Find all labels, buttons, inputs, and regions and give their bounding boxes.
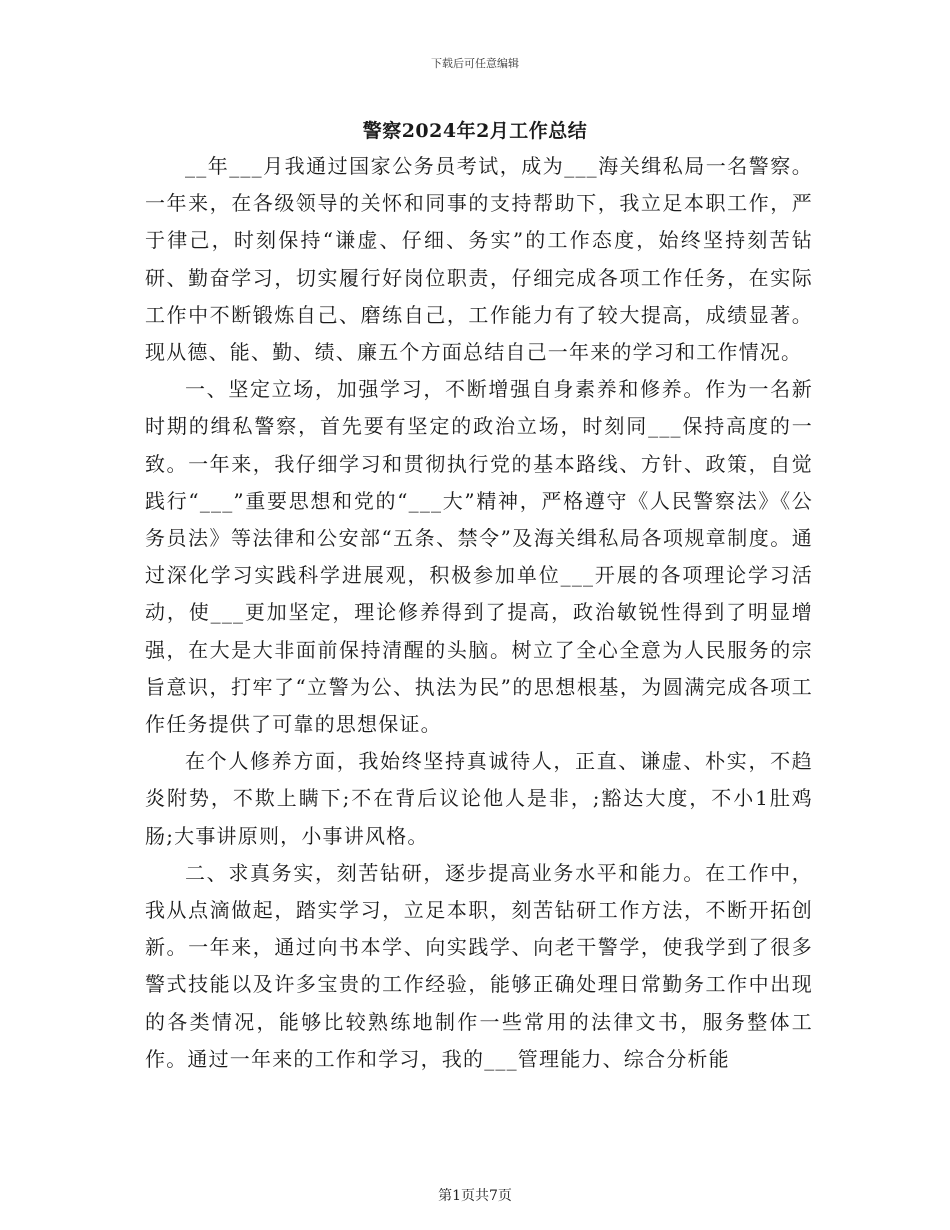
page-footer: 第1页共7页 <box>438 1188 512 1204</box>
paragraph-intro: __年___月我通过国家公务员考试，成为___海关缉私局一名警察。一年来，在各级领导的关怀和同事的支持帮助下，我立足本职工作，严于律己，时刻保持“谦虚、仔细、务实”的工作态度，始终坚持刻苦钻研、勤奋学习，切实履行好岗位职责，仔细完成各项工作任务，在实际工作中不断锻炼自己、磨练自己，工作能力有了较大提高，成绩显著。现从德、能、勤、绩、廉五个方面总结自己一年来的学习和工作情况。 <box>145 154 813 365</box>
document-body <box>145 148 813 1078</box>
paragraph-section-one: 一、坚定立场，加强学习，不断增强自身素养和修养。作为一名新时期的缉私警察，首先要有坚定的政治立场，时刻同___保持高度的一致。一年来，我仔细学习和贯彻执行党的基本路线、方针、政策，自觉践行“___”重要思想和党的“___大”精神，严格遵守《人民警察法》《公务员法》等法律和公安部“五条、禁令”及海关缉私局各项规章制度。通过深化学习实践科学进展观，积极参加单位___开展的各项理论学习活动，使___更加坚定，理论修养得到了提高，政治敏锐性得到了明显增强，在大是大非面前保持清醒的头脑。树立了全心全意为人民服务的宗旨意识，打牢了“立警为公、执法为民”的思想根基，为圆满完成各项工作任务提供了可靠的思想保证。 <box>145 377 813 737</box>
paragraph-personal-cultivation: 在个人修养方面，我始终坚持真诚待人，正直、谦虚、朴实，不趋炎附势，不欺上瞒下;不在背后议论他人是非，;豁达大度，不小1肚鸡肠;大事讲原则，小事讲风格。 <box>145 749 813 848</box>
paragraph-section-two: 二、求真务实，刻苦钻研，逐步提高业务水平和能力。在工作中，我从点滴做起，踏实学习，立足本职，刻苦钻研工作方法，不断开拓创新。一年来，通过向书本学、向实践学、向老干警学，使我学到了很多警式技能以及许多宝贵的工作经验，能够正确处理日常勤务工作中出现的各类情况，能够比较熟练地制作一些常用的法律文书，服务整体工作。通过一年来的工作和学习，我的___管理能力、综合分析能 <box>145 860 813 1071</box>
header-note: 下载后可任意编辑 <box>431 57 519 70</box>
document-title: 警察2024年2月工作总结 <box>362 120 588 142</box>
